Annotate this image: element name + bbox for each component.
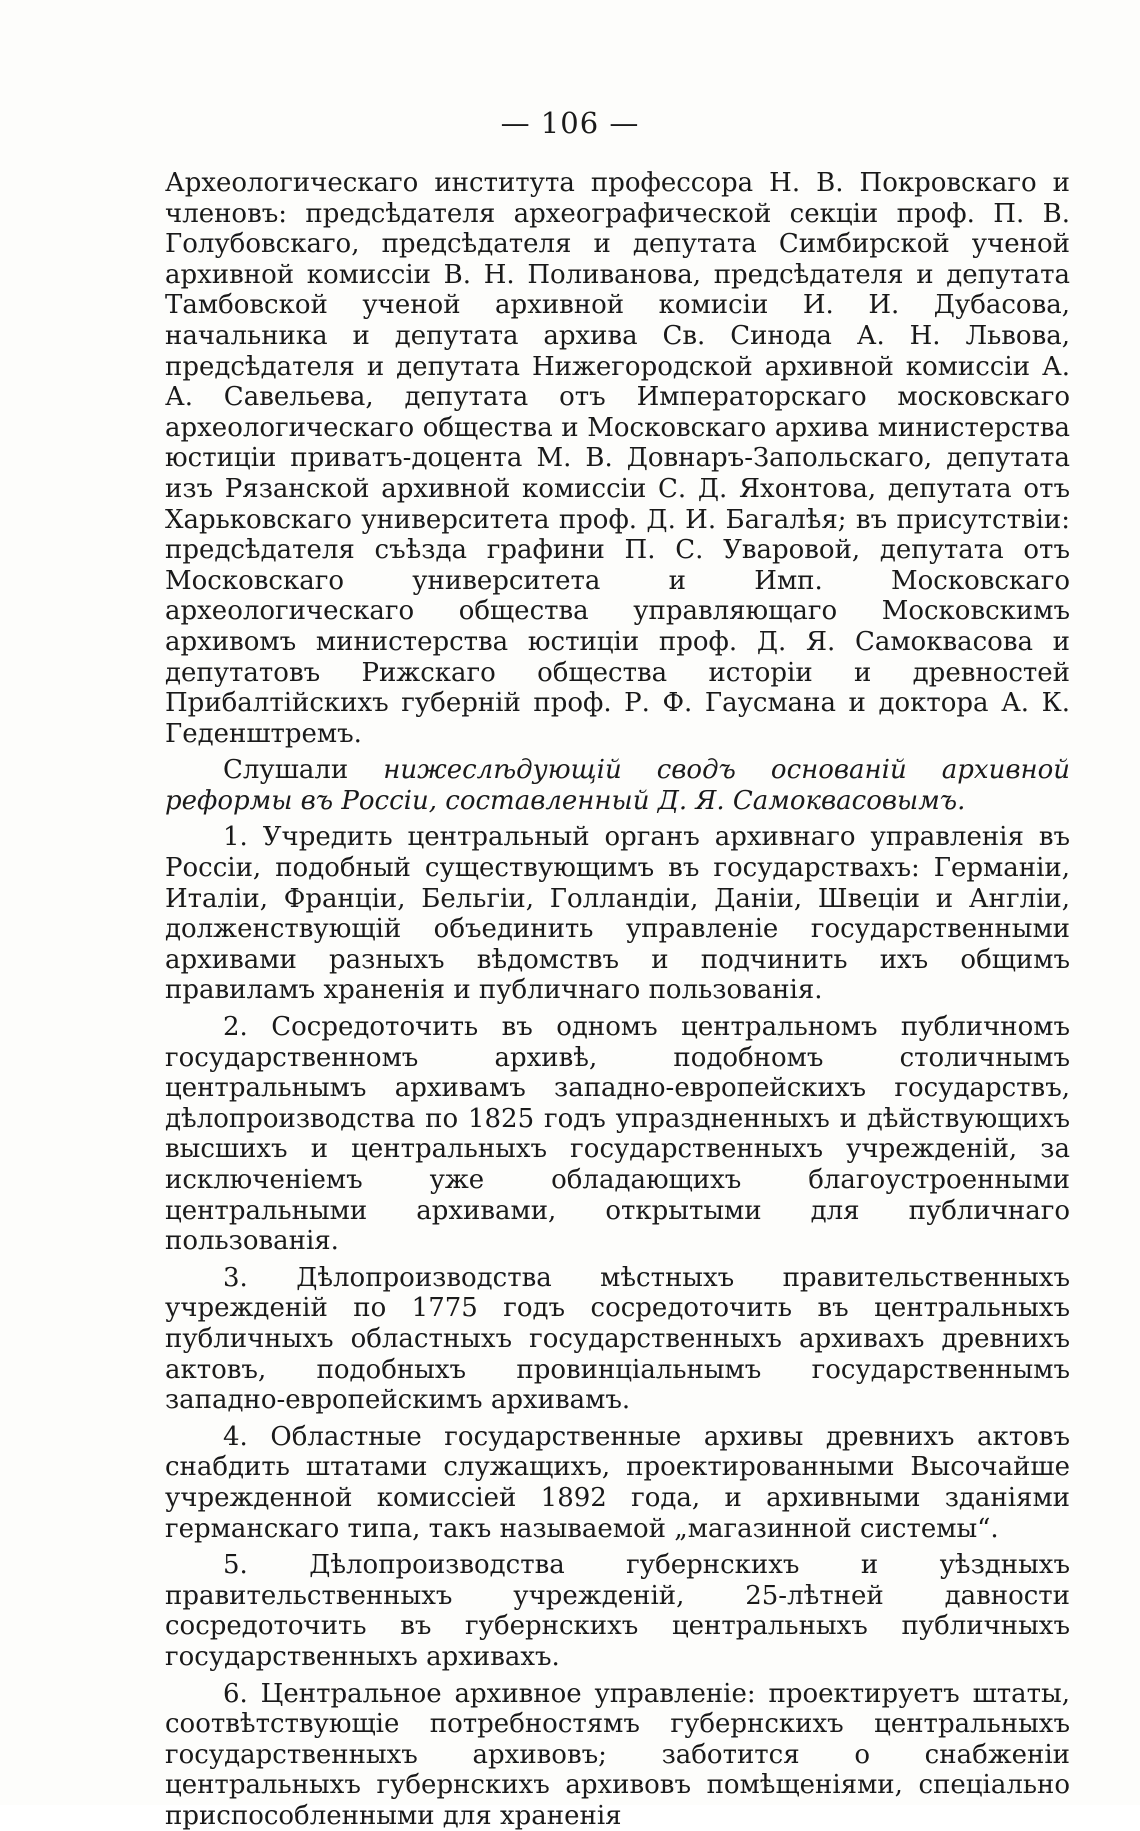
page-number: — 106 — xyxy=(0,106,1140,140)
item-paragraph-2: 2. Сосредоточить въ одномъ центральномъ публичномъ государственномъ архивѣ, подобномъ столичнымъ центральнымъ архивамъ западно-европейскихъ государствъ, дѣлопроизводства по 1825 годъ упраздненныхъ и дѣйствующихъ высшихъ и центральныхъ государственныхъ учрежденій, за исключеніемъ уже обладающихъ благоустроенными центральными архивами, открытыми для публичнаго пользованія. xyxy=(165,1012,1070,1257)
item-paragraph-4: 4. Областные государственные архивы древнихъ актовъ снабдить штатами служащихъ, проектированными Высочайше учрежденной комиссіей 1892 года, и архивными зданіями германскаго типа, такъ называемой „магазинной системы“. xyxy=(165,1422,1070,1544)
heard-lead: Слушали xyxy=(223,755,348,785)
item-paragraph-3: 3. Дѣлопроизводства мѣстныхъ правительственныхъ учрежденій по 1775 годъ сосредоточить въ центральныхъ публичныхъ областныхъ государственныхъ архивахъ древнихъ актовъ, подобныхъ провинціальнымъ государственнымъ западно-европейскимъ архивамъ. xyxy=(165,1263,1070,1416)
item-paragraph-6: 6. Центральное архивное управленіе: проектируетъ штаты, соотвѣтствующіе потребностямъ губернскихъ центральныхъ государственныхъ архивовъ; заботится о снабженіи центральныхъ губернскихъ архивовъ помѣщеніями, спеціально приспособленными для храненія xyxy=(165,1679,1070,1831)
item-paragraph-5: 5. Дѣлопроизводства губернскихъ и уѣздныхъ правительственныхъ учрежденій, 25-лѣтней давности сосредоточить въ губернскихъ центральныхъ публичныхъ государственныхъ архивахъ. xyxy=(165,1550,1070,1672)
page-body xyxy=(165,168,1070,1831)
item-paragraph-1: 1. Учредить центральный органъ архивнаго управленія въ Россіи, подобный существующимъ въ государствахъ: Германіи, Италіи, Франціи, Бельгіи, Голландіи, Даніи, Швеціи и Англіи, долженствующій объединить управленіе государственными архивами разныхъ вѣдомствъ и подчинить ихъ общимъ правиламъ храненія и публичнаго пользованія. xyxy=(165,822,1070,1006)
intro-paragraph: Археологическаго института профессора Н. В. Покровскаго и членовъ: предсѣдателя археографической секціи проф. П. В. Голубовскаго, предсѣдателя и депутата Симбирской ученой архивной комиссіи В. Н. Поливанова, предсѣдателя и депутата Тамбовской ученой архивной комисіи И. И. Дубасова, начальника и депутата архива Св. Синода А. Н. Львова, предсѣдателя и депутата Нижегородской архивной комиссіи А. А. Савельева, депутата отъ Императорскаго московскаго археологическаго общества и Московскаго архива министерства юстиціи приватъ-доцента М. В. Довнаръ-Запольскаго, депутата изъ Рязанской архивной комиссіи С. Д. Яхонтова, депутата отъ Харьковскаго университета проф. Д. И. Багалѣя; въ присутствіи: предсѣдателя съѣзда графини П. С. Уваровой, депутата отъ Московскаго университета и Имп. Московскаго археологическаго общества управляющаго Московскимъ архивомъ министерства юстиціи проф. Д. Я. Самоквасова и депутатовъ Рижскаго общества исторіи и древностей Прибалтійскихъ губерній проф. Р. Ф. Гаусмана и доктора А. К. Геденштремъ. xyxy=(165,168,1070,749)
heard-paragraph xyxy=(165,755,1070,816)
heard-italic-title: нижеслѣдующій сводъ основаній архивной реформы въ Россіи, составленный Д. Я. Самоквасовымъ. xyxy=(165,755,1070,816)
